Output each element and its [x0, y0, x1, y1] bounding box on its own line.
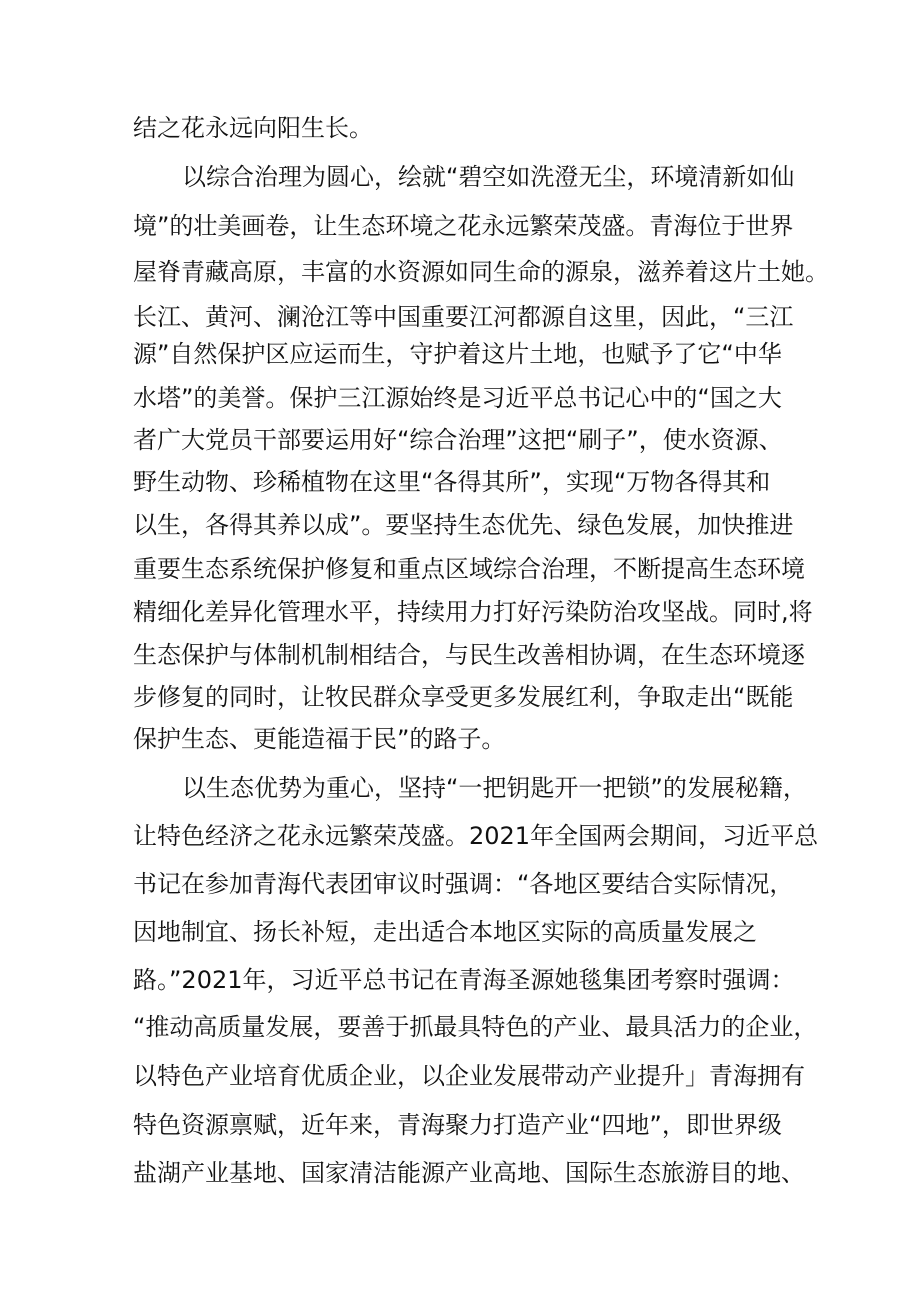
text-line: “推动高质量发展，要善于抓最具特色的产业、最具活力的企业， [133, 1013, 818, 1041]
text-line: 精细化差异化管理水平，持续用力打好污染防治攻坚战。同时,将 [133, 598, 813, 626]
text-line: 水塔”的美誉。保护三江源始终是习近平总书记心中的“国之大 [133, 384, 782, 412]
text-line: 重要生态系统保护修复和重点区域综合治理，不断提高生态环境 [133, 555, 805, 583]
text-line: 让特色经济之花永远繁荣茂盛。2021年全国两会期间，习近平总 [133, 822, 819, 850]
text-line: 步修复的同时，让牧民群众享受更多发展红利，争取走出“既能 [133, 683, 794, 711]
text-line: 书记在参加青海代表团审议时强调：“各地区要结合实际情况， [133, 870, 794, 898]
text-line: 因地制宜、扬长补短，走出适合本地区实际的高质量发展之 [133, 918, 757, 946]
text-line: 以特色产业培育优质企业，以企业发展带动产业提升」青海拥有 [133, 1062, 805, 1090]
text-line: 特色资源禀赋，近年来，青海聚力打造产业“四地”，即世界级 [133, 1111, 782, 1139]
text-line: 盐湖产业基地、国家清洁能源产业高地、国际生态旅游目的地、 [133, 1159, 805, 1187]
text-line: 屋脊青藏高原，丰富的水资源如同生命的源泉，滋养着这片土她。 [133, 258, 829, 286]
text-line: 长江、黄河、澜沧江等中国重要江河都源自这里，因此，“三江 [133, 303, 794, 331]
text-line: 生态保护与体制机制相结合，与民生改善相协调，在生态环境逐 [133, 641, 805, 669]
text-line: 以生，各得其养以成”。要坚持生态优先、绿色发展，加快推进 [133, 511, 794, 539]
text-line: 路。”2021年，习近平总书记在青海圣源她毯集团考察时强调： [133, 966, 795, 994]
text-line: 境”的壮美画卷，让生态环境之花永远繁荣茂盛。青海位于世界 [133, 212, 794, 240]
text-line: 保护生态、更能造福于民”的路子。 [133, 725, 506, 753]
text-line: 源”自然保护区应运而生，守护着这片土地，也赋予了它“中华 [133, 340, 782, 368]
paragraph-first-line: 以综合治理为圆心，绘就“碧空如洗澄无尘，环境清新如仙 [182, 163, 795, 191]
text-line: 野生动物、珍稀植物在这里“各得其所”，实现“万物各得其和 [133, 468, 771, 496]
paragraph-first-line: 以生态优势为重心，坚持“一把钥匙开一把锁”的发展秘籍， [182, 774, 807, 802]
text-line: 者广大党员干部要运用好“综合治理”这把“刷子”，使水资源、 [133, 426, 783, 454]
text-line: 结之花永远向阳生长。 [133, 114, 373, 142]
